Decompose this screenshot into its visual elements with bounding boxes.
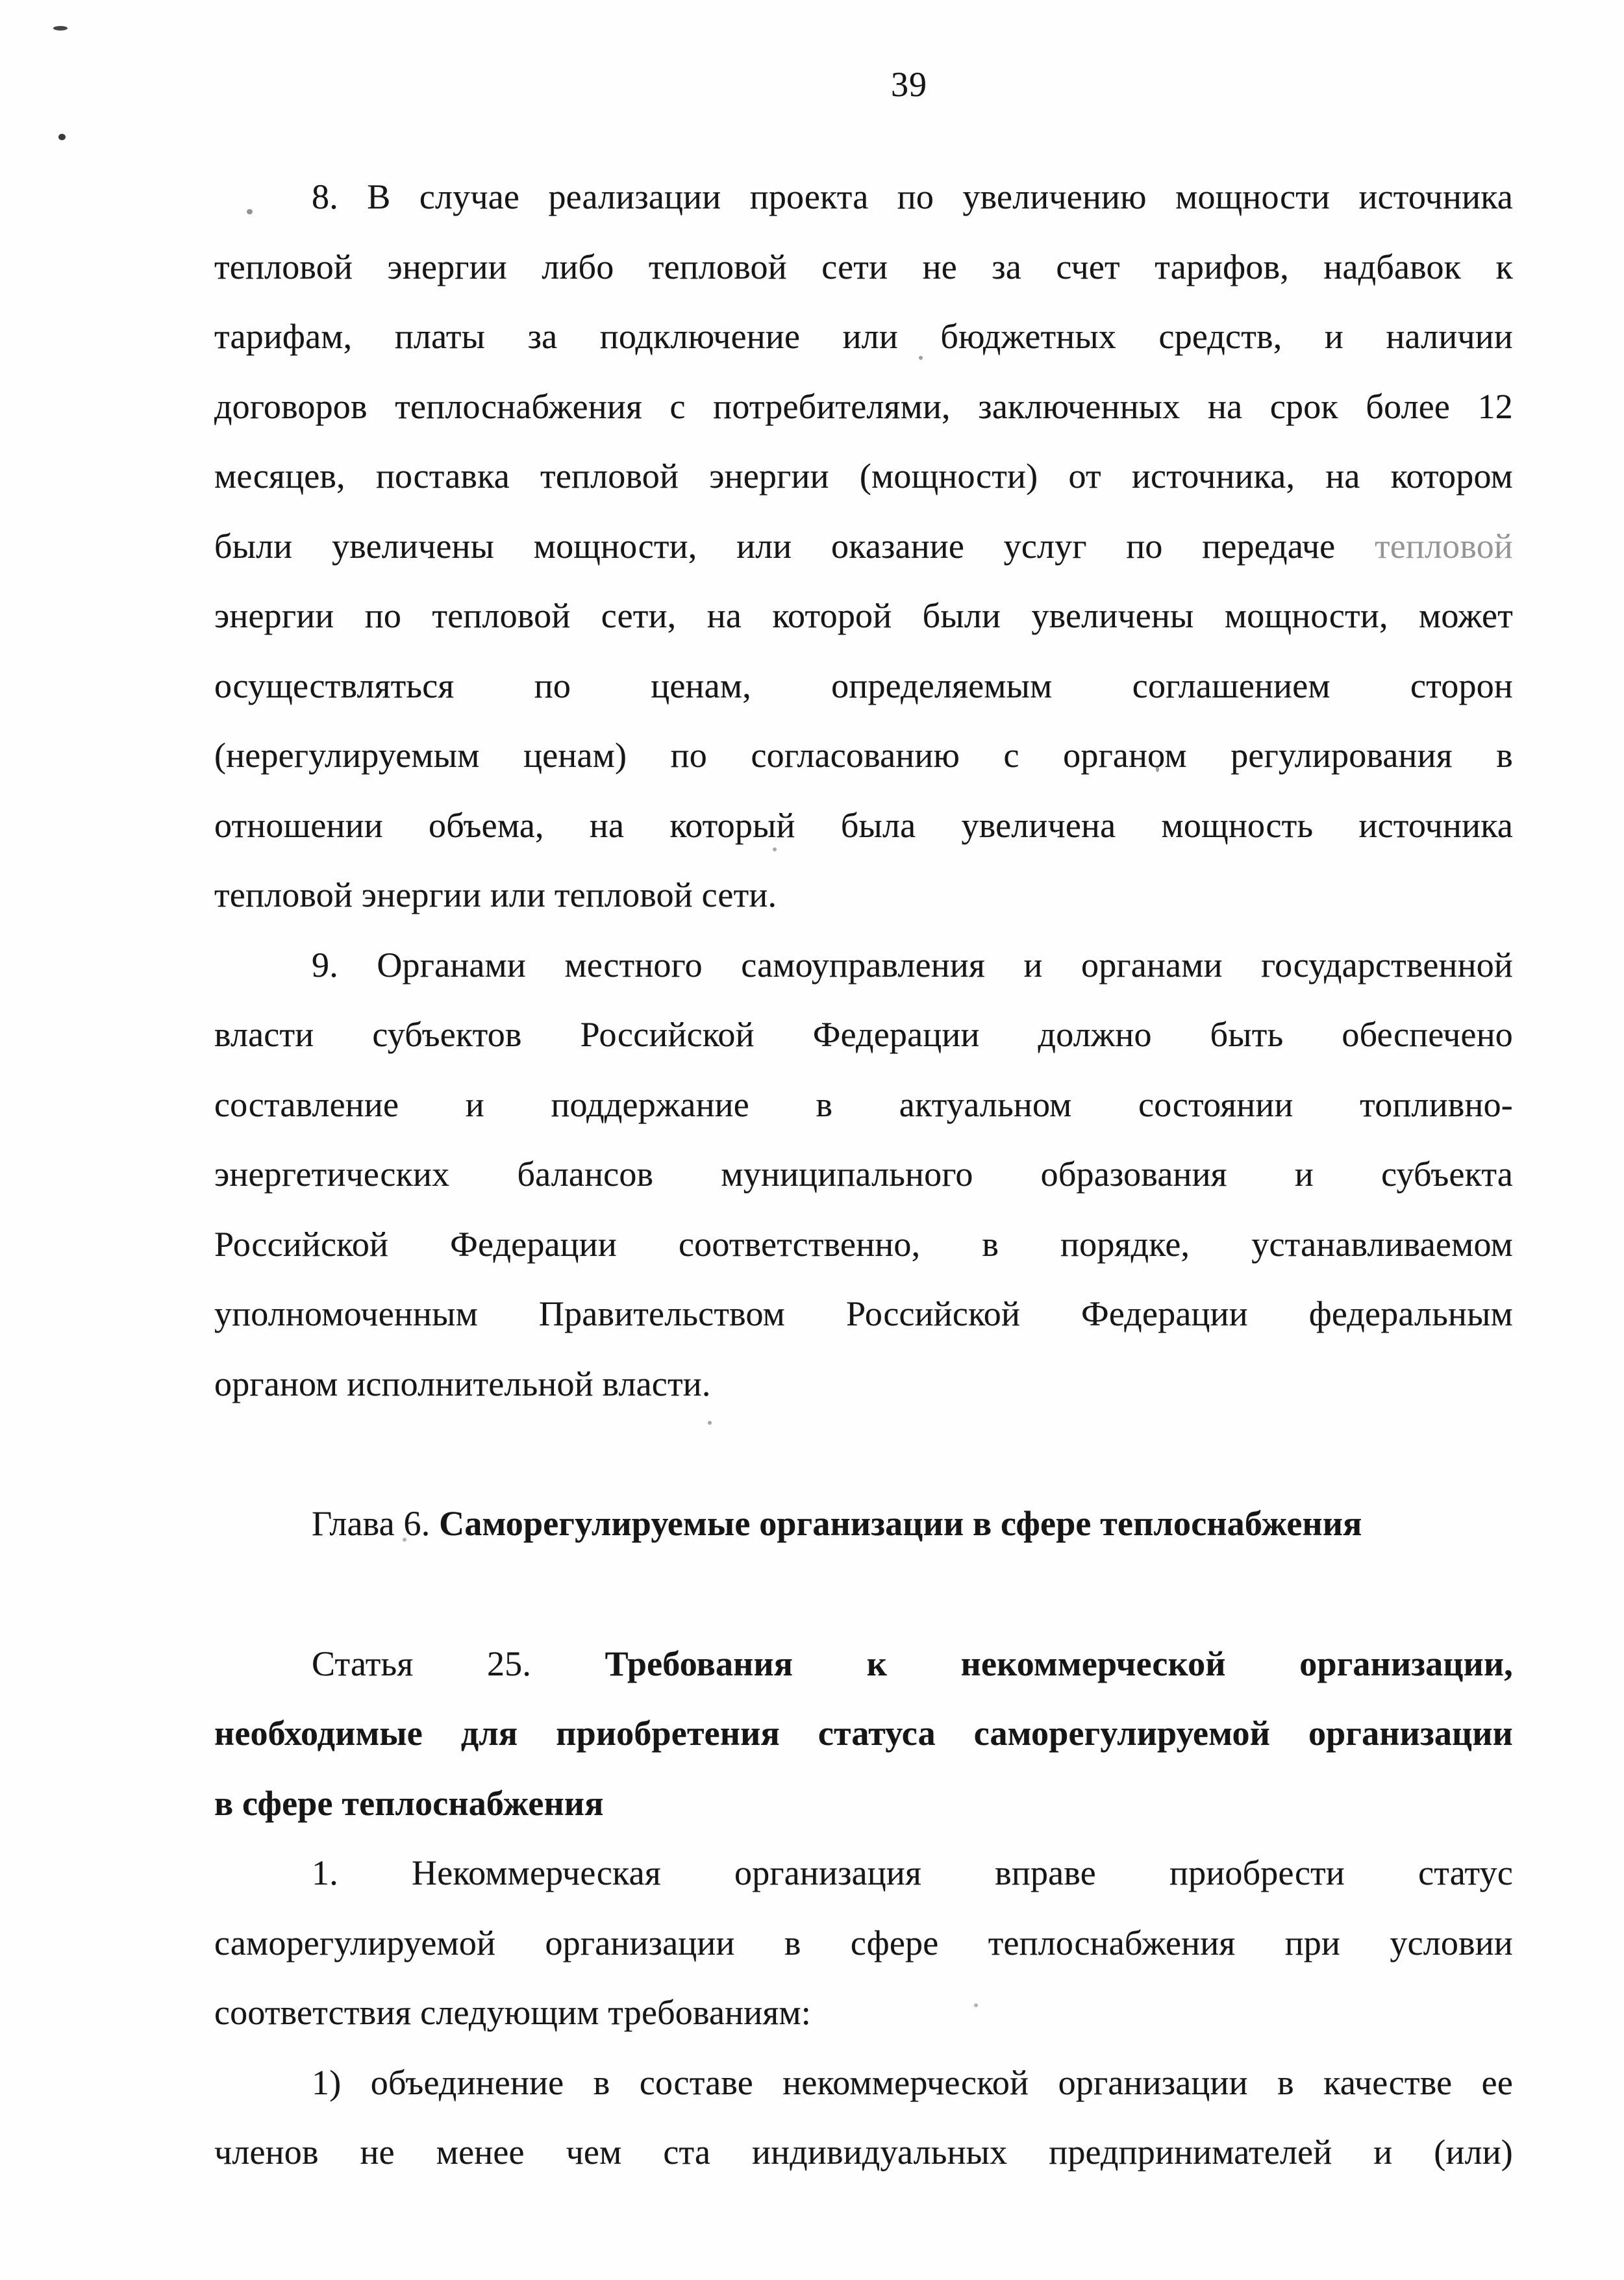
text-segment: Требования к некоммерческой организации,: [605, 1644, 1513, 1683]
page-number: 39: [891, 65, 927, 104]
paragraph-8: [214, 162, 1513, 931]
text-line: [214, 1140, 1513, 1210]
text-segment: (нерегулируемым ценам) по согласованию с органом регулирования в: [214, 736, 1513, 775]
text-line: [214, 1838, 1513, 1909]
text-line: [214, 1349, 1513, 1420]
text-segment: месяцев, поставка тепловой энергии (мощности) от источника, на котором: [214, 457, 1513, 495]
text-segment: составление и поддержание в актуальном состоянии топливно-: [214, 1084, 1513, 1124]
text-line: [214, 372, 1513, 442]
text-line: [214, 1909, 1513, 1979]
scan-speck: [919, 356, 923, 360]
text-line: [214, 2118, 1513, 2188]
text-line: [214, 512, 1513, 582]
article-25-heading: [214, 1629, 1513, 1839]
text-line: [214, 232, 1513, 303]
text-line: [214, 1210, 1513, 1280]
text-line: [214, 1000, 1513, 1070]
text-segment: уполномоченным Правительством Российской Федерации федеральным: [214, 1294, 1513, 1333]
text-line: [214, 1070, 1513, 1140]
text-line: [214, 442, 1513, 512]
scan-speck: [58, 134, 66, 140]
text-segment: Саморегулируемые организации в сфере теплоснабжения: [439, 1504, 1362, 1543]
text-segment: энергии по тепловой сети, на которой были увеличены мощности, может: [214, 596, 1513, 635]
text-segment: отношении объема, на который была увеличена мощность источника: [214, 805, 1513, 845]
text-line: [214, 1629, 1513, 1699]
text-segment: тепловой энергии либо тепловой сети не за счет тарифов, надбавок к: [214, 247, 1513, 286]
text-segment: 1. Некоммерческая организация вправе приобрести статус: [312, 1853, 1513, 1892]
text-segment: 8. В случае реализации проекта по увеличению мощности источника: [312, 177, 1513, 216]
text-line: [214, 791, 1513, 861]
scan-speck: [974, 2003, 978, 2007]
text-line: [214, 721, 1513, 791]
text-segment: 9. Органами местного самоуправления и органами государственной: [312, 945, 1513, 984]
text-segment: в сфере теплоснабжения: [214, 1783, 604, 1823]
text-segment: договоров теплоснабжения с потребителями, заключенных на срок более 12: [214, 386, 1513, 426]
text-segment: саморегулируемой организации в сфере теплоснабжения при условии: [214, 1923, 1513, 1962]
text-segment: 1) объединение в составе некоммерческой организации в качестве ее: [312, 2062, 1513, 2102]
scan-speck: [708, 1421, 712, 1425]
text-segment: Глава 6.: [312, 1504, 440, 1543]
text-line: [214, 651, 1513, 721]
text-line: [214, 931, 1513, 1001]
chapter-6-heading: [214, 1489, 1513, 1559]
text-segment: тарифам, платы за подключение или бюджетных средств, и наличии: [214, 317, 1513, 356]
scan-speck: [1156, 766, 1159, 772]
document-body: [214, 162, 1513, 2188]
text-segment: Российской Федерации соответственно, в порядке, устанавливаемом: [214, 1224, 1513, 1264]
text-line: [214, 860, 1513, 931]
text-segment: членов не менее чем ста индивидуальных предпринимателей и (или): [214, 2133, 1513, 2172]
paragraph-9: [214, 931, 1513, 1420]
text-line: [214, 581, 1513, 651]
text-segment: тепловой энергии или тепловой сети.: [214, 875, 777, 914]
text-line: [214, 2048, 1513, 2118]
scan-speck: [53, 26, 68, 31]
text-segment: тепловой: [1374, 526, 1513, 566]
scan-speck: [773, 847, 777, 851]
text-segment: осуществляться по ценам, определяемым соглашением сторон: [214, 666, 1513, 705]
paragraph-25-1-1: [214, 2048, 1513, 2188]
scan-speck: [403, 1538, 406, 1542]
text-line: [214, 1489, 1513, 1559]
text-line: [214, 1769, 1513, 1839]
text-segment: были увеличены мощности, или оказание услуг по передаче: [214, 526, 1375, 566]
text-line: [214, 302, 1513, 372]
text-segment: энергетических балансов муниципального образования и субъекта: [214, 1155, 1513, 1194]
text-line: [214, 1978, 1513, 2048]
scan-speck: [247, 209, 253, 214]
text-segment: Статья 25.: [312, 1644, 605, 1683]
text-line: [214, 1699, 1513, 1769]
text-segment: органом исполнительной власти.: [214, 1364, 711, 1403]
text-segment: власти субъектов Российской Федерации должно быть обеспечено: [214, 1015, 1513, 1054]
text-line: [214, 1279, 1513, 1349]
paragraph-25-1: [214, 1838, 1513, 2048]
text-segment: соответствия следующим требованиям:: [214, 1993, 811, 2032]
text-line: [214, 162, 1513, 232]
text-segment: необходимые для приобретения статуса саморегулируемой организации: [214, 1714, 1513, 1753]
